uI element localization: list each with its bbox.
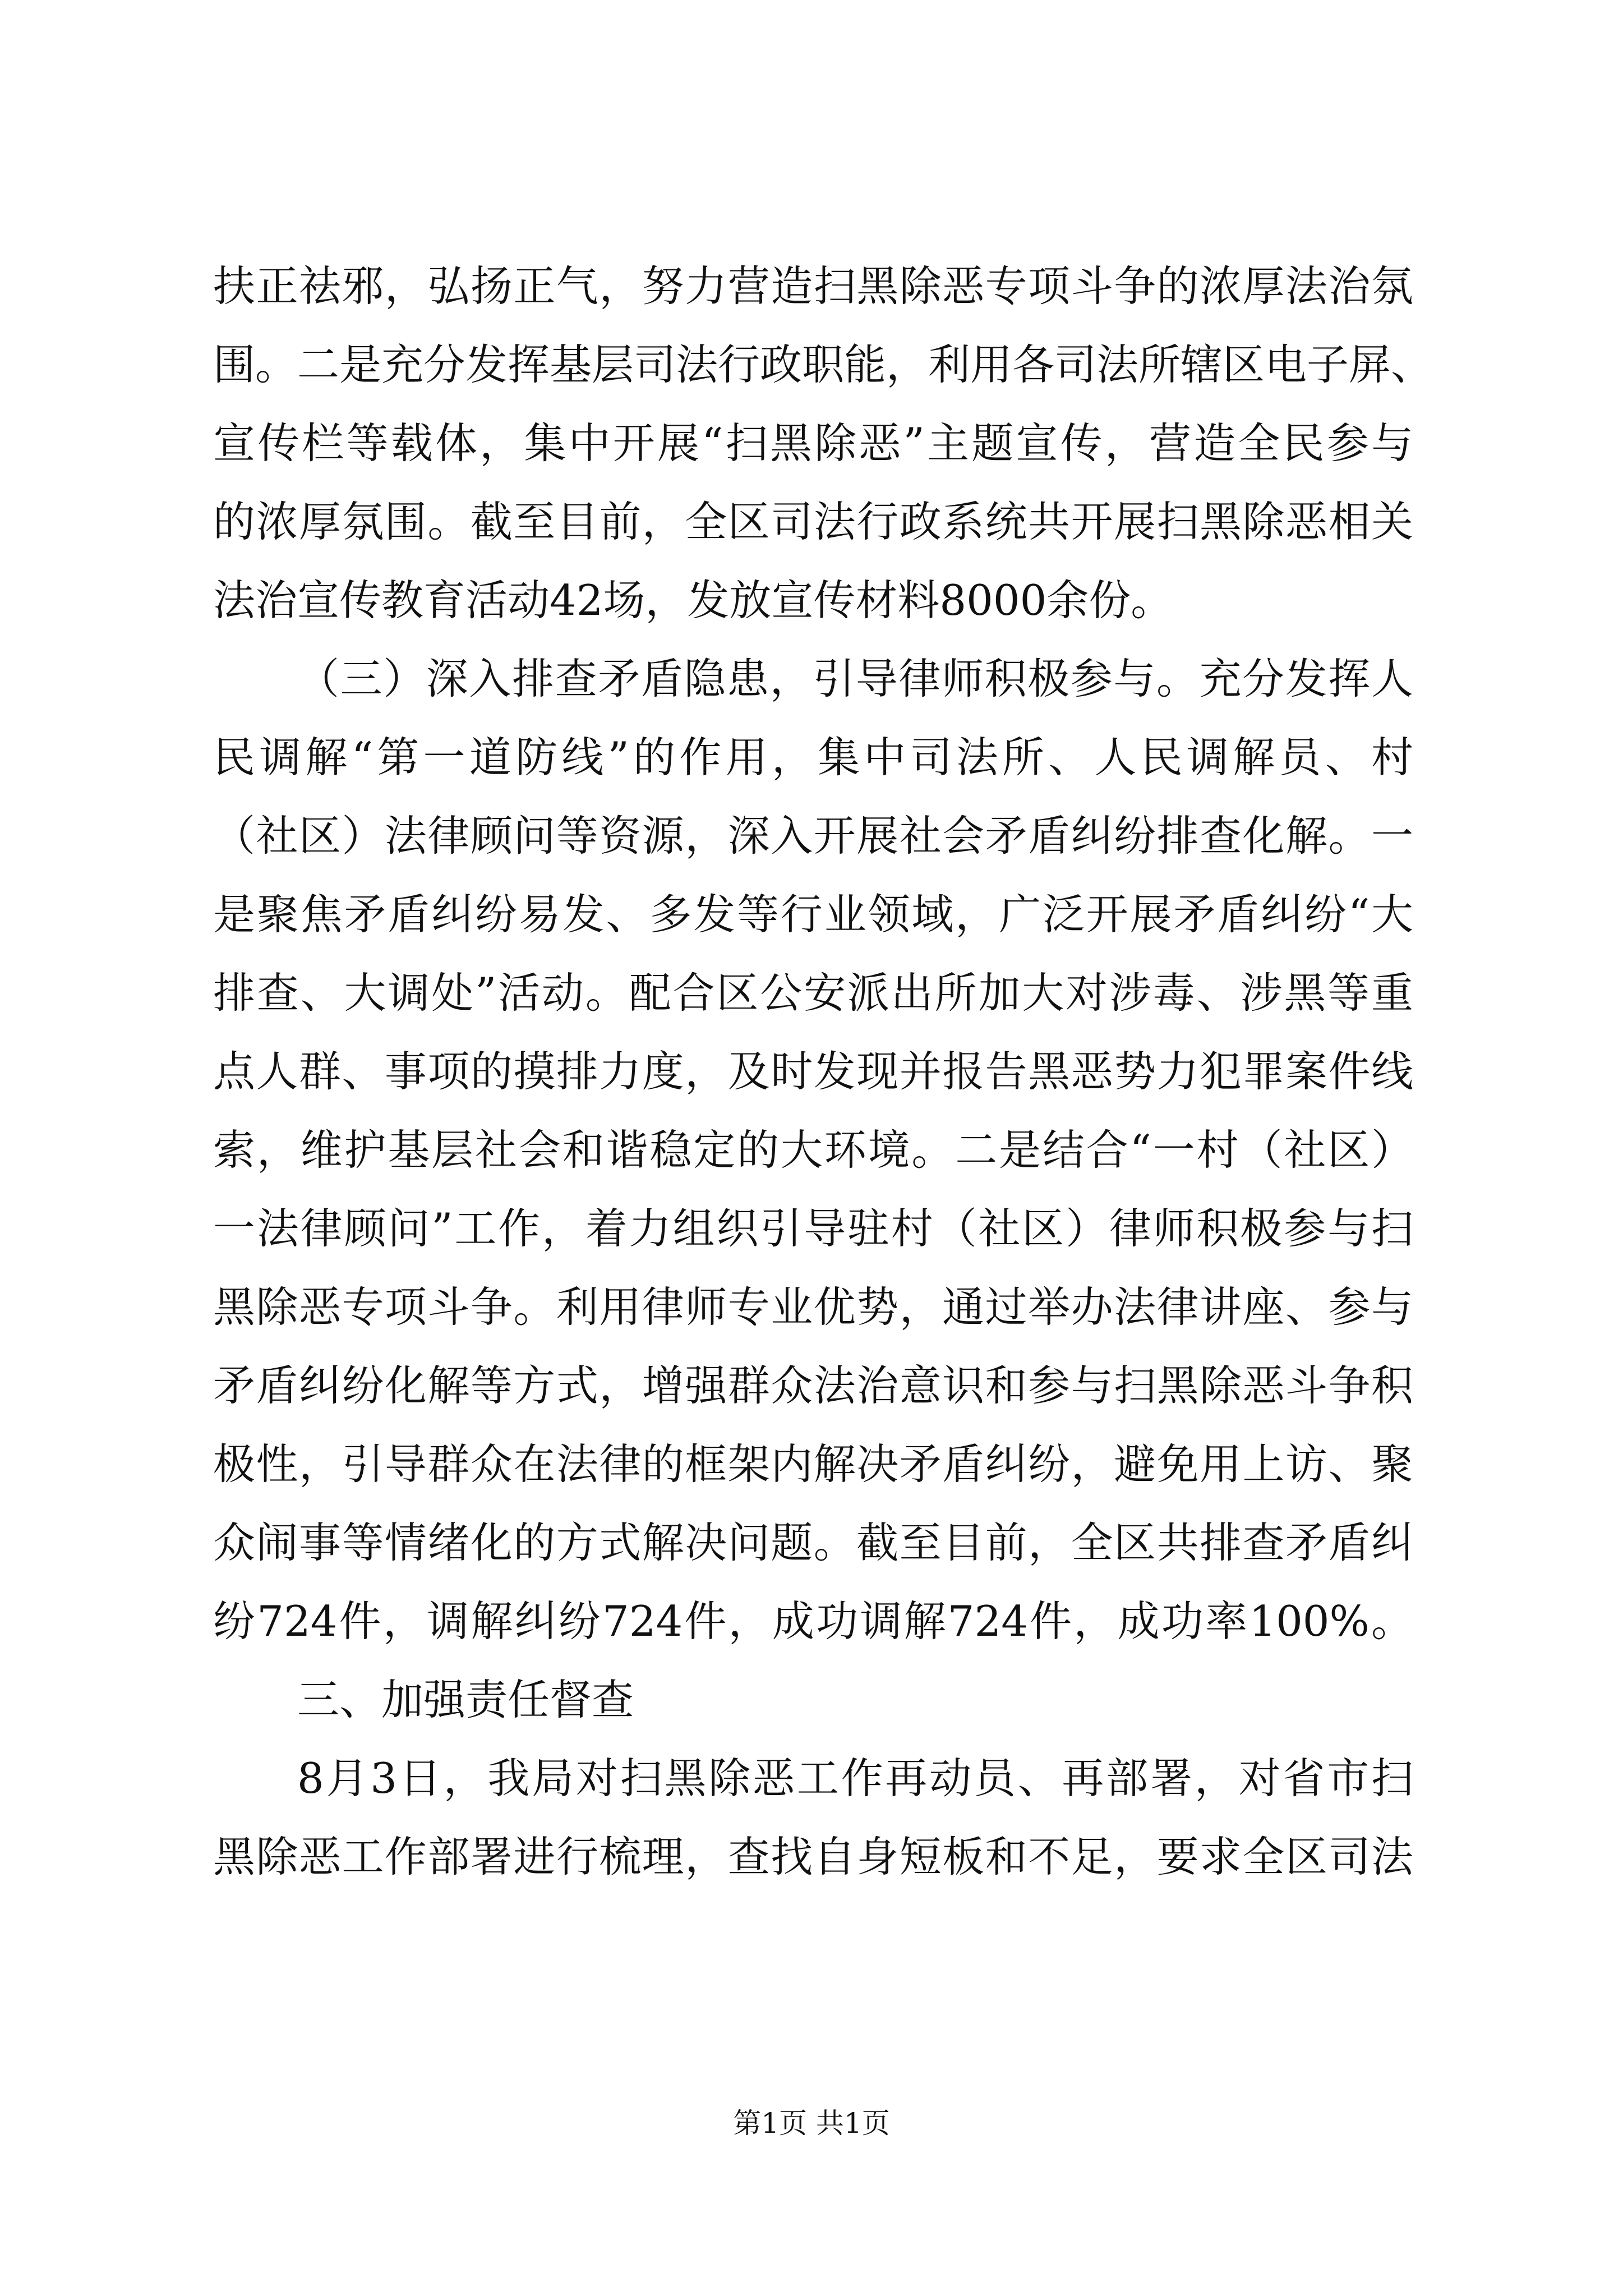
text-line: （社区）法律顾问等资源，深入开展社会矛盾纠纷排查化解。一 — [213, 811, 1413, 861]
text-line: 8月3日，我局对扫黑除恶工作再动员、再部署，对省市扫 — [297, 1754, 1413, 1803]
text-line: 纷724件，调解纠纷724件，成功调解724件，成功率100%。 — [213, 1596, 1413, 1646]
text-line: 众闹事等情绪化的方式解决问题。截至目前，全区共排查矛盾纠 — [213, 1518, 1413, 1567]
page-footer: 第1页 共1页 — [733, 2107, 890, 2139]
text-line: 宣传栏等载体，集中开展“扫黑除恶”主题宣传，营造全民参与 — [213, 418, 1413, 468]
text-line: （三）深入排查矛盾隐患，引导律师积极参与。充分发挥人 — [297, 654, 1413, 703]
text-line: 法治宣传教育活动42场，发放宣传材料8000余份。 — [213, 576, 1173, 625]
text-line: 围。二是充分发挥基层司法行政职能，利用各司法所辖区电子屏、 — [213, 340, 1433, 389]
text-line: 极性，引导群众在法律的框架内解决矛盾纠纷，避免用上访、聚 — [213, 1439, 1413, 1489]
text-line: 三、加强责任督查 — [297, 1675, 634, 1724]
text-line: 一法律顾问”工作，着力组织引导驻村（社区）律师积极参与扫 — [213, 1204, 1413, 1253]
text-line: 矛盾纠纷化解等方式，增强群众法治意识和参与扫黑除恶斗争积 — [213, 1361, 1413, 1410]
text-line: 扶正祛邪，弘扬正气，努力营造扫黑除恶专项斗争的浓厚法治氛 — [213, 261, 1413, 311]
text-line: 的浓厚氛围。截至目前，全区司法行政系统共开展扫黑除恶相关 — [213, 497, 1413, 546]
text-line: 是聚焦矛盾纠纷易发、多发等行业领域，广泛开展矛盾纠纷“大 — [213, 890, 1413, 939]
text-line: 点人群、事项的摸排力度，及时发现并报告黑恶势力犯罪案件线 — [213, 1047, 1413, 1096]
text-line: 民调解“第一道防线”的作用，集中司法所、人民调解员、村 — [213, 733, 1413, 782]
text-line: 黑除恶工作部署进行梳理，查找自身短板和不足，要求全区司法 — [213, 1832, 1413, 1881]
text-line: 排查、大调处”活动。配合区公安派出所加大对涉毒、涉黑等重 — [213, 968, 1413, 1018]
text-line: 黑除恶专项斗争。利用律师专业优势，通过举办法律讲座、参与 — [213, 1282, 1413, 1332]
text-line: 索，维护基层社会和谐稳定的大环境。二是结合“一村（社区） — [213, 1125, 1413, 1175]
